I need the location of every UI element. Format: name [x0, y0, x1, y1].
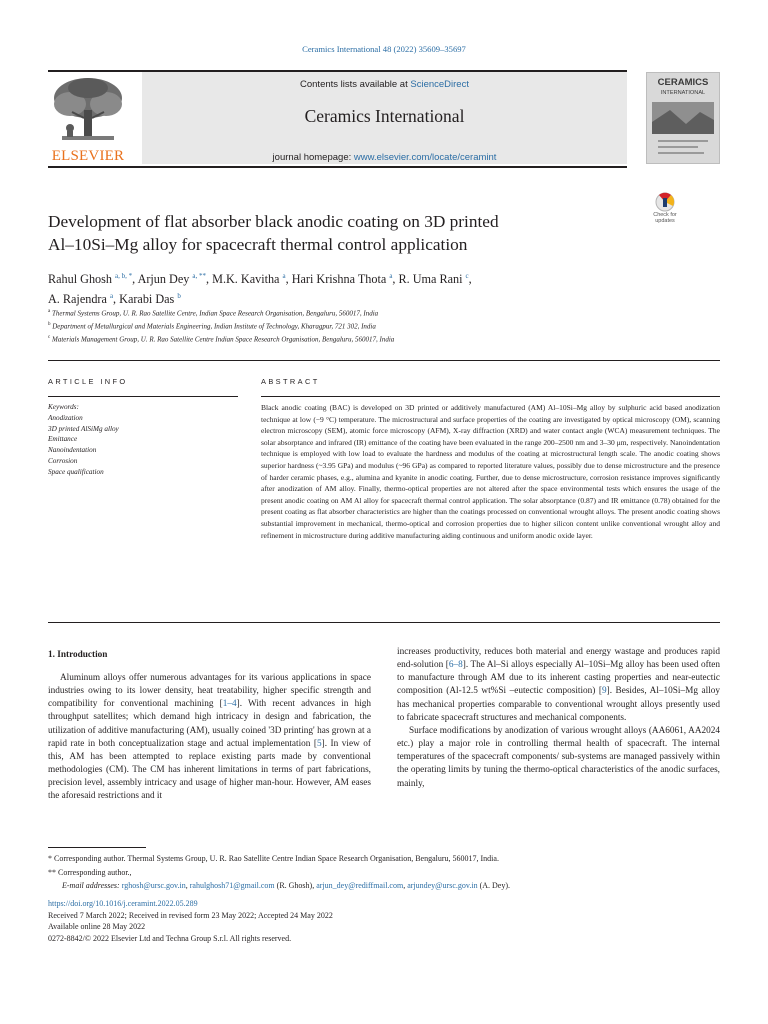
cover-figure-icon: [652, 100, 714, 158]
author-affiliation-mark[interactable]: a: [389, 272, 393, 280]
section-heading-introduction: 1. Introduction: [48, 650, 108, 660]
publication-info: [48, 898, 720, 944]
keyword: 3D printed AlSiMg alloy: [48, 424, 119, 433]
online-date: Available online 28 May 2022: [48, 922, 146, 932]
journal-reference[interactable]: Ceramics International 48 (2022) 35609–35697: [302, 44, 466, 54]
copyright: 0272-8842/© 2022 Elsevier Ltd and Techna Group S.r.l. All rights reserved.: [48, 933, 292, 943]
section-rule: [48, 622, 720, 623]
contents-line: Contents lists available at ScienceDirect: [300, 79, 469, 90]
journal-title: Ceramics International: [304, 106, 465, 126]
email-link[interactable]: rghosh@ursc.gov.in: [121, 881, 186, 890]
keywords-block: [48, 402, 238, 478]
author-affiliation-mark[interactable]: b: [177, 292, 181, 301]
email-addresses: E-mail addresses: rghosh@ursc.gov.in, rahulghosh71@gmail.com (R. Ghosh), arjun_dey@rediffmail.com, arjundey@ursc.gov.in (A. Dey).: [62, 881, 511, 890]
author[interactable]: A. Rajendra $^a$: [48, 292, 114, 307]
keyword: Space qualification: [48, 467, 104, 476]
check-for-updates-icon[interactable]: [652, 192, 678, 212]
homepage-link[interactable]: www.elsevier.com/locate/ceramint: [353, 152, 497, 163]
author[interactable]: Hari Krishna Thota $^a$: [291, 272, 393, 287]
journal-homepage: journal homepage: www.elsevier.com/locate/ceramint: [272, 152, 497, 163]
cover-title: CERAMICS: [657, 77, 709, 88]
keywords-label: Keywords:: [48, 403, 79, 411]
email-link[interactable]: arjun_dey@rediffmail.com: [316, 881, 404, 890]
paragraph: increases productivity, reduces both material and energy wastage and produces rapid end-solution [6–8]. The Al–Si alloys especially Al–10Si–Mg alloy has been used often to manufacture through AM due to its inherent casting properties and near-eutectic composition (Al-12.5 wt%Si –eutectic composition) [9]. Besides, Al–10Si–Mg alloy has mechanical properties comparable to conventional wrought alloys presently used to fabricate spacecraft structures and mechanical components.: [397, 647, 721, 723]
abstract-rule: [261, 396, 720, 397]
abstract-text: Black anodic coating (BAC) is developed on 3D printed or additively manufactured (AM) Al–10Si–Mg alloy by sulphuric acid based anodization technique at low (−9 °C) temperature. The microstructural and surface properties of the coating are investigated by optical microscopy (OM), scanning electron microscopy (SEM), atomic force microscopy (AFM), X-ray diffraction (XRD) and water contact angle (WCA) measurement techniques. The solar absorptance and infrared (IR) emittance of the coating have been evaluated in the range 200–2500 nm and 3–30 μm, respectively. Nanoindentation technique is employed with low load to evaluate the hardness and modulus of the coating at microstructural length scale. The anodic coating shows superior hardness (~3.95 GPa) and modulus (~96 GPa) as compared to reported literature values, possibly due to dense microstructure and the presence of harder ceramic phases, e.g., alumina and kyanite in anodic coating. Further, due to dense microstructure, corrosion resistance improves significantly after anodization of AM alloy. Finally, thermo-optical properties are not altered after the space environmental tests which ensures the usage of the present anodic coating on AM Al alloy for spacecraft thermal control application. The solar absorptance (0.87) and IR emittance (0.78) obtained for the present coating as flat absorber characteristics are higher than the coatings processed on conventional wrought alloys. The present anodic coating shows substantial improvement in mechanical, thermo-optical and corrosion properties due to higher silicon content unlike conventional wrought alloy and refinement in microstructure during additive manufacturing aiding continuous and uniform anodic oxide layer.: [261, 403, 720, 540]
keyword: Emittance: [48, 435, 78, 444]
title-line: Development of flat absorber black anodic coating on 3D printed: [48, 212, 499, 231]
citation-link[interactable]: 6–8: [448, 660, 463, 671]
author-affiliation-mark[interactable]: a: [109, 292, 114, 301]
keyword: Corrosion: [48, 456, 78, 465]
author[interactable]: Arjun Dey $^{a, **}$: [137, 272, 207, 287]
received-dates: Received 7 March 2022; Received in revised form 23 May 2022; Accepted 24 May 2022: [48, 910, 333, 920]
header-bottom-rule: [48, 166, 627, 168]
corresponding-author-note: ** Corresponding author.,: [48, 867, 132, 877]
affiliation: $^c$ Materials Management Group, U. R. Rao Satellite Centre Indian Space Research Organisation, Bengaluru, 560017, India: [48, 335, 395, 344]
affiliation: $^b$ Department of Metallurgical and Materials Engineering, Indian Institute of Technology, Kharagpur, 721 302, India: [48, 322, 376, 331]
paragraph: Aluminum alloys offer numerous advantages for its various applications in space industries owing to its lower density, heat treatability, higher specific strength and compatibility for conventional machining [1–4]. With recent advances in high throughput satellites; which demand high intricacy in design and fabrication, the utilization of additive manufacturing (AM), usually coined '3D printing' has grown at a rapid rate in both conceptualization stage and actual implementation [5]. In view of this, AM has been attempted to replace existing parts made by conventional methodologies (CM). The CM has inherent limitations in terms of part fabrications, precision level, assembly intricacy and usage of higher man-hour. However, AM eases the aforesaid restrictions and it: [48, 673, 372, 802]
affiliation: $^a$ Thermal Systems Group, U. R. Rao Satellite Centre, Indian Space Research Organisation, Bengaluru, 560017, India: [48, 309, 379, 318]
doi-link[interactable]: https://doi.org/10.1016/j.ceramint.2022.05.289: [48, 899, 198, 908]
author-affiliation-mark[interactable]: a, **: [192, 272, 207, 280]
title-line: Al–10Si–Mg alloy for spacecraft thermal control application: [48, 235, 468, 254]
body-column-left: [48, 672, 371, 804]
corresponding-author-note: * Corresponding author. Thermal Systems Group, U. R. Rao Satellite Centre Indian Space Research Organisation, Bengaluru, 560017, India.: [48, 854, 499, 863]
article-info-heading: ARTICLE INFO: [48, 377, 128, 386]
citation-link[interactable]: 5: [317, 738, 322, 749]
article-info-rule: [48, 396, 238, 397]
author-affiliation-mark[interactable]: c: [465, 272, 469, 280]
cover-subtitle: INTERNATIONAL: [660, 90, 706, 96]
email-link[interactable]: arjundey@ursc.gov.in: [407, 881, 478, 890]
author-affiliation-mark[interactable]: a: [282, 272, 286, 280]
keyword: Anodization: [48, 413, 83, 422]
elsevier-tree-logo: [48, 74, 128, 146]
footnotes: [48, 852, 720, 893]
publisher-wordmark: ELSEVIER: [51, 148, 125, 164]
author[interactable]: Karabi Das $^b$: [119, 292, 181, 307]
keyword: Nanoindentation: [48, 446, 97, 455]
author-list: Rahul Ghosh $^{a, b, *}$, Arjun Dey $^{a, **}$, M.K. Kavitha $^a$, Hari Krishna Thota $^a$, R. Uma Rani $^c$, A. Rajendra $^a$, Karabi Das $^b$: [48, 272, 472, 307]
citation-link[interactable]: 9: [601, 686, 607, 697]
author[interactable]: Rahul Ghosh $^{a, b, *}$: [48, 272, 133, 287]
author[interactable]: R. Uma Rani $^c$: [398, 272, 469, 287]
author[interactable]: M.K. Kavitha $^a$: [212, 272, 286, 287]
email-link[interactable]: rahulghosh71@gmail.com: [189, 881, 275, 890]
article-title: [48, 210, 608, 256]
paragraph: Surface modifications by anodization of various wrought alloys (AA6061, AA2024 etc.) play a major role in controlling thermal health of spacecraft. The internal temperatures of the spacecraft components/ sub-systems are managed passively within the operating limits by tuning the thermo-optical characteristics of the anodic surfaces, mainly,: [397, 725, 720, 789]
author-affiliation-mark[interactable]: a, b, *: [115, 272, 133, 280]
section-rule: [48, 360, 720, 361]
sciencedirect-link[interactable]: ScienceDirect: [410, 79, 469, 90]
body-column-right: [397, 646, 720, 791]
check-for-updates-label[interactable]: Check for updates: [653, 212, 677, 224]
citation-link[interactable]: 1–4: [222, 699, 237, 710]
abstract-heading: ABSTRACT: [261, 377, 320, 386]
footnote-rule: [48, 847, 146, 848]
